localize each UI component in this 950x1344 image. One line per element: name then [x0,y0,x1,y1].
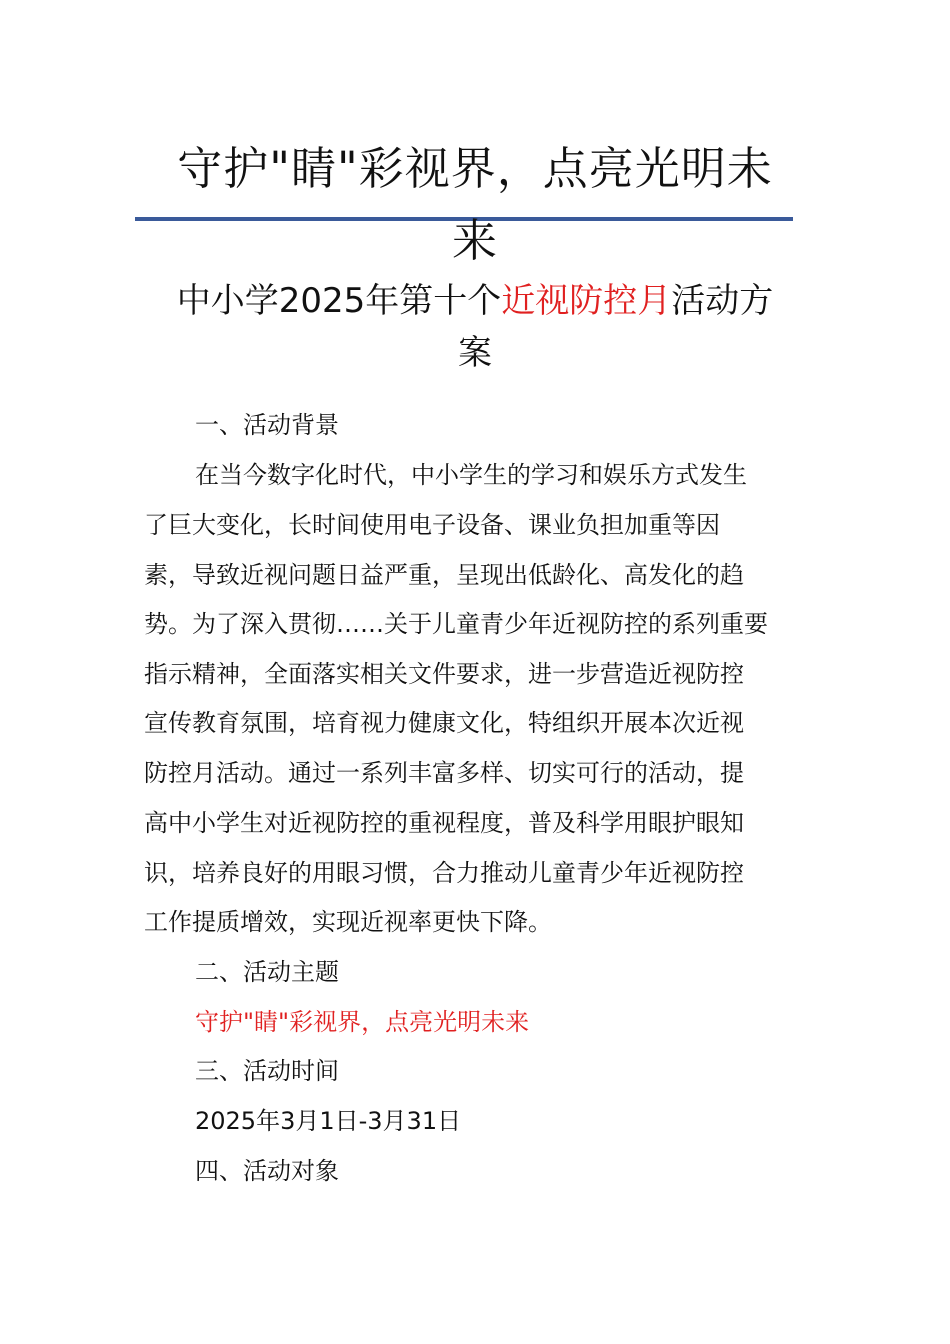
background-line: 高中小学生对近视防控的重视程度，普及科学用眼护眼知 [144,809,744,837]
section-heading-background: 一、活动背景 [195,411,339,439]
section-heading-time: 三、活动时间 [195,1057,339,1085]
document-title-line2: 来 [451,214,498,267]
document-title-line1: 守护"睛"彩视界，点亮光明未 [177,142,773,195]
document-subtitle-line2: 案 [458,333,492,373]
background-line: 指示精神，全面落实相关文件要求，进一步营造近视防控 [144,660,744,688]
document-subtitle-line1 [0,278,950,324]
background-line: 了巨大变化，长时间使用电子设备、课业负担加重等因 [144,511,720,539]
background-line: 工作提质增效，实现近视率更快下降。 [144,908,552,936]
subtitle-text-end: 活动方 [671,281,774,321]
background-line: 素，导致近视问题日益严重，呈现出低龄化、高发化的趋 [144,561,744,589]
background-line: 宣传教育氛围，培育视力健康文化，特组织开展本次近视 [144,709,744,737]
background-line: 识，培养良好的用眼习惯，合力推动儿童青少年近视防控 [144,859,744,887]
section-heading-theme: 二、活动主题 [195,958,339,986]
background-line: 防控月活动。通过一系列丰富多样、切实可行的活动，提 [144,759,744,787]
activity-theme-text: 守护"睛"彩视界，点亮光明未来 [195,1008,530,1036]
background-line: 在当今数字化时代，中小学生的学习和娱乐方式发生 [195,461,747,489]
section-heading-audience: 四、活动对象 [195,1157,339,1185]
background-line: 势。为了深入贯彻……关于儿童青少年近视防控的系列重要 [144,610,768,638]
subtitle-accent-text: 近视防控月 [501,281,672,321]
subtitle-text-start: 中小学2025年第十个 [176,281,502,321]
activity-time-text: 2025年3月1日-3月31日 [195,1107,462,1135]
